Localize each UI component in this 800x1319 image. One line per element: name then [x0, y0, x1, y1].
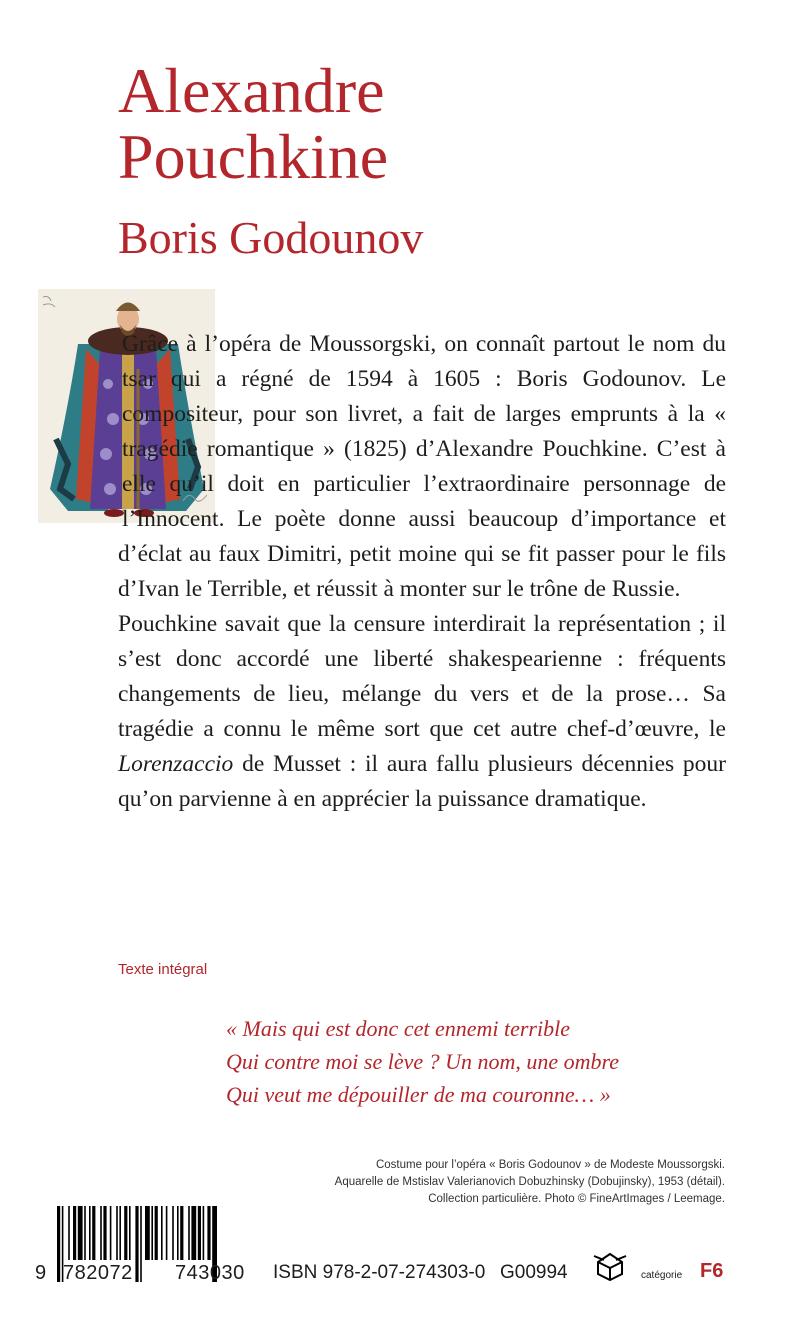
lorenzaccio-title: Lorenzaccio — [118, 751, 234, 777]
image-credit-caption — [335, 1157, 725, 1208]
integral-text-label: Texte intégral — [118, 961, 208, 978]
product-code: G00994 — [500, 1262, 568, 1283]
caption-line-3: Collection particulière. Photo © FineArtImages / Leemage. — [428, 1193, 725, 1205]
caption-line-1: Costume pour l’opéra « Boris Godounov » de Modeste Moussorgski. — [375, 1159, 725, 1171]
caption-line-2: Aquarelle de Mstislav Valerianovich Dobuzhinsky (Dobujinsky), 1953 (détail). — [334, 1176, 725, 1188]
author-first-name: Alexandre — [118, 55, 385, 126]
blurb-paragraph-2-start: Pouchkine savait que la censure interdirait la représentation ; il s’est donc accordé une liberté shakespearienne : fréquents changements de lieu, mélange du vers et de la prose… Sa tragédie a connu le même sort que cet autre chef-d’œuvre, le — [118, 611, 726, 742]
book-title: Boris Godounov — [118, 212, 424, 263]
category-value: F6 — [700, 1260, 724, 1282]
author-name — [118, 55, 389, 192]
publisher-logo-icon — [592, 1250, 628, 1282]
blurb-paragraph-1: Grâce à l’opéra de Moussorgski, on connaît partout le nom du tsar qui a régné de 1594 à 1605 : Boris Godounov. Le compositeur, pour son livret, a fait de larges emprunts à la « tragédie romantique » (1825) d’Alexandre Pouchkine. C’est à elle qu’il doit en particulier l’extraordinaire personnage de l’Innocent. Le poète donne aussi beaucoup d’importance et d’éclat au faux Dimitri, petit moine qui se fit passer pour le fils d’Ivan le Terrible, et réussit à monter sur le trône de Russie. — [118, 331, 726, 602]
barcode-lead-digit: 9 — [35, 1262, 47, 1284]
quote-line-1: « Mais qui est donc cet ennemi terrible — [226, 1016, 570, 1041]
author-last-name: Pouchkine — [118, 121, 389, 192]
barcode-group-1: 782072 — [63, 1262, 133, 1284]
isbn-number: ISBN 978-2-07-274303-0 — [273, 1262, 486, 1283]
blurb-paragraph-2-end: de Musset : il aura fallu plusieurs décennies pour qu’on parvienne à en apprécier la puissance dramatique. — [118, 751, 726, 812]
quote-line-2: Qui contre moi se lève ? Un nom, une ombre — [226, 1049, 620, 1074]
category-label: catégorie — [641, 1270, 683, 1281]
back-cover-blurb — [118, 327, 726, 817]
illustration-wrap-spacer — [0, 327, 122, 537]
epigraph-quote — [226, 1012, 619, 1111]
quote-line-3: Qui veut me dépouiller de ma couronne… » — [226, 1082, 611, 1107]
barcode-group-2: 743030 — [175, 1262, 245, 1284]
blurb-paragraph-2 — [118, 607, 726, 817]
